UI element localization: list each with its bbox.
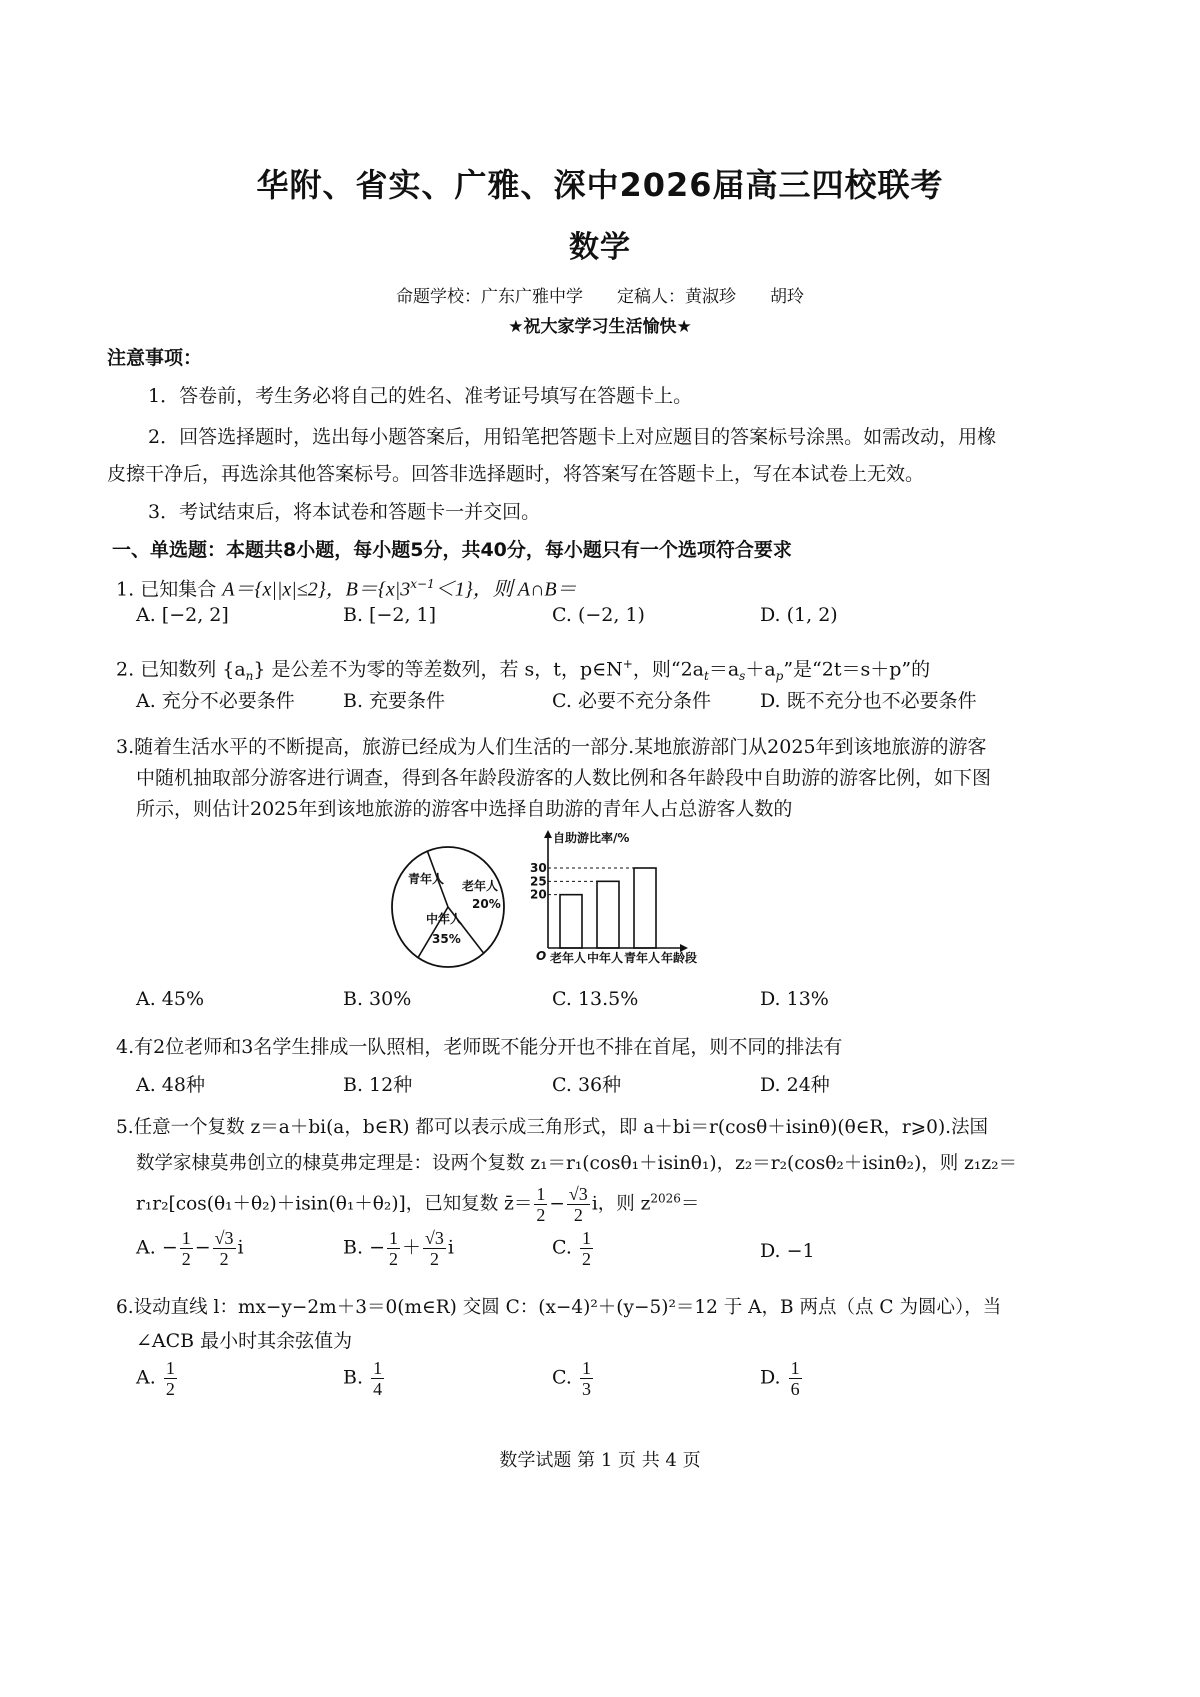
x-cat-middle: 中年人: [587, 951, 624, 965]
q6-option-c: C. $\frac{1}{3}$: [552, 1358, 591, 1399]
question-3-line-2: 中随机抽取部分游客进行调查，得到各年龄段游客的人数比例和各年龄段中自助游的游客比例，如下图: [136, 767, 992, 789]
y-axis-arrow: [544, 830, 552, 838]
q2-num: 2.: [116, 658, 135, 681]
y-tick-2: 30: [530, 861, 547, 875]
bar-0: [560, 895, 582, 948]
q5-num: 5.: [116, 1117, 134, 1138]
q2-sub-p: p: [775, 669, 784, 684]
q6-text-1: 设动直线 l：mx−y−2m＋3＝0(m∈R) 交圆 C：(x−4)²＋(y−5)²＝12 于 A，B 两点（点 C 为圆心），当: [133, 1297, 1002, 1318]
q1-exponent: x−1: [410, 577, 435, 591]
notice-item-2: 2．回答选择题时，选出每小题答案后，用铅笔把答题卡上对应题目的答案标号涂黑。如需改动，用橡: [148, 426, 997, 448]
question-2-stem: [116, 650, 930, 690]
q2-option-a: A. 充分不必要条件: [136, 690, 295, 712]
q1-option-b: B. [−2, 1]: [343, 604, 437, 626]
q3-option-a: A. 45%: [136, 988, 205, 1010]
origin-label: O: [536, 949, 547, 963]
q3-text-1: 随着生活水平的不断提高，旅游已经成为人们生活的一部分.某地旅游部门从2025年到该地旅游的游客: [134, 736, 987, 758]
q2-text-3: ，则“2a: [632, 658, 704, 681]
question-5-line-2: 数学家棣莫弗创立的棣莫弗定理是：设两个复数 z₁＝r₁(cosθ₁＋isinθ₁)，z₂＝r₂(cosθ₂＋isinθ₂)，则 z₁z₂＝: [136, 1153, 1017, 1174]
q5-option-a: A. − $\frac{1}{2}$ − $\frac{√3}{2}$ i: [136, 1228, 244, 1269]
bar-2: [634, 868, 656, 948]
question-5-line-3: [136, 1184, 699, 1225]
q5-text-3a: r₁r₂[cos(θ₁＋θ₂)＋isin(θ₁＋θ₂)]，已知复数 z̄＝: [136, 1193, 533, 1215]
q1-num: 1.: [116, 578, 135, 601]
q5-exponent: 2026: [650, 1191, 681, 1206]
x-cat-youth: 青年人: [624, 951, 661, 965]
q3-num: 3.: [116, 736, 135, 758]
q1-set-a: A＝{x||x|≤2}: [222, 578, 326, 601]
pie-pct-middle: 35%: [432, 932, 461, 946]
q3-option-b: B. 30%: [343, 988, 412, 1010]
q5-text-3b: i，则 z: [591, 1193, 651, 1215]
x-axis-label: 年龄段: [661, 951, 698, 965]
pie-label-youth: 青年人: [408, 872, 445, 886]
pie-label-middle: 中年人: [426, 912, 463, 926]
q4-num: 4.: [116, 1036, 135, 1058]
q2-option-d: D. 既不充分也不必要条件: [760, 690, 977, 712]
q5-text-3c: ＝: [680, 1193, 700, 1215]
q1-set-b-post: ＜1}，则 A∩B＝: [434, 578, 577, 601]
pie-chart: [392, 847, 504, 967]
q5-frac-half: $\frac{1}{2}$: [536, 1184, 546, 1225]
question-5-line-1: [116, 1114, 988, 1142]
q2-text-2: } 是公差不为零的等差数列，若 s，t，p∈N: [253, 658, 623, 681]
subject-title: 数学: [569, 230, 631, 265]
q5-frac-root3: $\frac{√3}{2}$: [568, 1184, 588, 1225]
notice-heading: 注意事项：: [107, 347, 203, 369]
question-1-stem: [116, 570, 577, 603]
q5-text-1: 任意一个复数 z＝a＋bi(a，b∈R) 都可以表示成三角形式，即 a＋bi＝r(cosθ＋isinθ)(θ∈R，r⩾0).法国: [133, 1117, 989, 1138]
q3-charts: [388, 828, 728, 970]
q5-minus: −: [549, 1193, 565, 1215]
q4-option-a: A. 48种: [136, 1074, 205, 1096]
notice-item-1: 1．答卷前，考生务必将自己的姓名、准考证号填写在答题卡上。: [148, 385, 693, 407]
q4-option-c: C. 36种: [552, 1074, 622, 1096]
q2-text-6: ”是“2t＝s＋p”的: [783, 658, 931, 681]
q5-option-b: B. − $\frac{1}{2}$ ＋ $\frac{√3}{2}$ i: [343, 1228, 454, 1269]
q3-option-c: C. 13.5%: [552, 988, 639, 1010]
y-tick-0: 20: [530, 887, 547, 902]
q2-sub-t: t: [704, 669, 709, 684]
q4-option-b: B. 12种: [343, 1074, 413, 1096]
q6-num: 6.: [116, 1297, 134, 1318]
q2-plus: +: [622, 657, 633, 671]
bar-1: [597, 881, 619, 948]
q2-sub-n: n: [245, 669, 254, 684]
bar-chart: [530, 830, 697, 965]
pie-pct-senior: 20%: [472, 897, 501, 911]
question-3-line-3: 所示，则估计2025年到该地旅游的游客中选择自助游的青年人占总游客人数的: [136, 798, 793, 820]
q5-option-d: D. −1: [760, 1240, 815, 1262]
q2-sub-s: s: [739, 669, 746, 684]
page-footer: 数学试题 第 1 页 共 4 页: [499, 1450, 701, 1471]
q6-option-a: A. $\frac{1}{2}$: [136, 1358, 175, 1399]
q1-option-d: D. (1, 2): [760, 604, 838, 626]
q4-option-d: D. 24种: [760, 1074, 830, 1096]
notice-item-3: 3．考试结束后，将本试卷和答题卡一并交回。: [148, 501, 541, 523]
q1-option-a: A. [−2, 2]: [136, 604, 229, 626]
q2-text-5: ＋a: [745, 658, 776, 681]
blessing-line: ★祝大家学习生活愉快★: [508, 317, 692, 337]
section-heading: 一、单选题：本题共8小题，每小题5分，共40分，每小题只有一个选项符合要求: [112, 539, 792, 561]
q6-option-b: B. $\frac{1}{4}$: [343, 1358, 383, 1399]
y-axis-label: 自助游比率/%: [553, 831, 630, 845]
q2-option-c: C. 必要不充分条件: [552, 690, 711, 712]
setter-line: 命题学校：广东广雅中学 定稿人：黄淑珍 胡玲: [396, 287, 804, 307]
q2-option-b: B. 充要条件: [343, 690, 446, 712]
question-6-line-2: ∠ACB 最小时其余弦值为: [136, 1330, 353, 1352]
q2-text-4: ＝a: [708, 658, 740, 681]
q3-option-d: D. 13%: [760, 988, 829, 1010]
q6-option-d: D. $\frac{1}{6}$: [760, 1358, 800, 1399]
question-4-stem: [116, 1033, 842, 1061]
pie-label-senior: 老年人: [462, 879, 499, 893]
q2-text-1: 已知数列 {a: [140, 658, 246, 681]
notice-item-2-cont: 皮擦干净后，再选涂其他答案标号。回答非选择题时，将答案写在答题卡上，写在本试卷上无效。: [107, 463, 925, 485]
q1-option-c: C. (−2, 1): [552, 604, 645, 626]
q1-text: 已知集合: [140, 578, 217, 601]
x-cat-senior: 老年人: [550, 951, 587, 965]
exam-title: 华附、省实、广雅、深中2026届高三四校联考: [256, 166, 944, 204]
y-tick-1: 25: [530, 874, 547, 889]
question-6-line-1: [116, 1294, 1001, 1322]
q1-set-b-pre: ，B＝{x|3: [325, 578, 411, 601]
q5-option-c: C. $\frac{1}{2}$: [552, 1228, 591, 1269]
question-3-line-1: [116, 733, 987, 761]
q4-text: 有2位老师和3名学生排成一队照相，老师既不能分开也不排在首尾，则不同的排法有: [134, 1036, 843, 1058]
